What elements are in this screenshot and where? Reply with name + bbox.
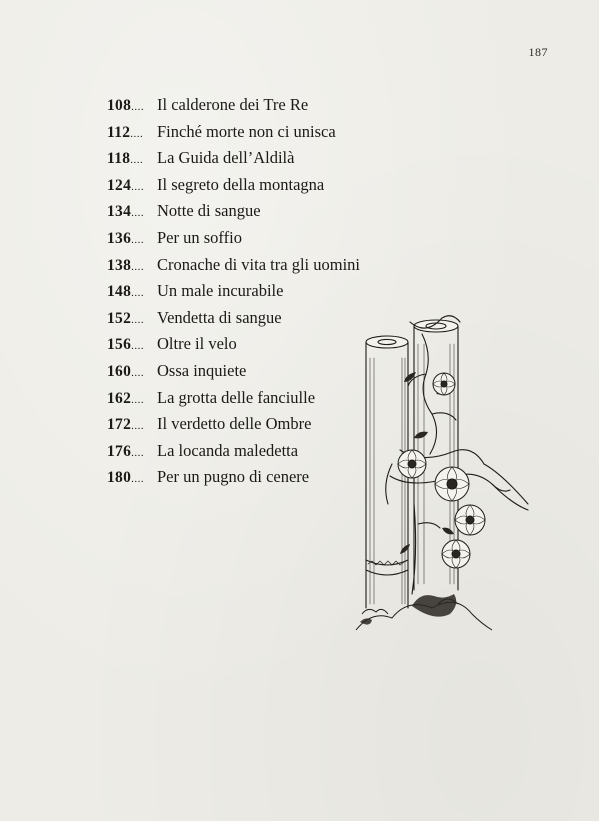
toc-title: Oltre il velo [157,334,237,354]
toc-title: La Guida dell’Aldilà [157,148,295,168]
toc-entry-15 [107,464,360,491]
toc-page-number: 134 [107,203,132,221]
toc-leader: .... [131,180,145,193]
toc-title: Ossa inquiete [157,360,247,380]
toc-entry-7 [107,252,360,279]
toc-leader: .... [131,420,145,433]
toc-title: Finché morte non ci unisca [157,121,336,141]
toc-page-number: 148 [107,283,132,301]
toc-entry-12 [107,385,360,412]
toc-entry-9 [107,305,360,332]
toc-page-number: 112 [107,123,131,141]
toc-title: Cronache di vita tra gli uomini [157,254,360,274]
toc-entry-4 [107,172,360,199]
toc-title: Il segreto della montagna [157,174,325,194]
toc-page-number: 108 [107,97,132,114]
toc-title: Per un soffio [157,227,242,247]
toc-entry-11 [107,358,360,385]
toc-entry-8 [107,278,360,305]
toc-leader: .... [131,473,145,486]
toc-leader: .... [131,101,145,113]
toc-entry-13 [107,411,360,438]
toc-leader: .... [131,287,145,300]
toc-page-number: 156 [107,336,132,354]
toc-page-number: 172 [107,416,132,434]
table-of-contents [107,92,360,491]
toc-leader: .... [131,207,145,220]
toc-leader: .... [131,366,145,379]
toc-title: Per un pugno di cenere [157,467,310,487]
toc-page-number: 160 [107,362,132,380]
toc-page-number: 180 [107,469,132,487]
toc-leader: .... [130,154,144,167]
toc-title: Notte di sangue [157,201,261,221]
toc-page-number: 136 [107,229,132,247]
toc-leader: .... [131,313,145,326]
toc-title: La locanda maledetta [157,440,299,460]
toc-page-number: 152 [107,309,132,327]
toc-title: Vendetta di sangue [157,307,282,327]
toc-title: Il calderone dei Tre Re [157,95,309,114]
toc-entry-1 [107,92,360,119]
toc-leader: .... [131,446,145,459]
page-number: 187 [528,45,548,59]
toc-leader: .... [131,340,145,353]
toc-page-number: 138 [107,256,132,274]
toc-leader: .... [130,127,144,140]
toc-page-number: 176 [107,442,132,460]
toc-entry-14 [107,438,360,465]
toc-leader: .... [131,260,145,273]
toc-entry-5 [107,198,360,225]
toc-title: Il verdetto delle Ombre [157,414,312,434]
toc-page-number: 124 [107,176,132,194]
toc-page-number: 118 [107,150,131,168]
toc-title: La grotta delle fanciulle [157,387,316,407]
toc-leader: .... [131,233,145,246]
toc-title: Un male incurabile [157,281,284,301]
toc-entry-6 [107,225,360,252]
toc-entry-10 [107,331,360,358]
scroll-columns-with-flowers-icon [352,314,530,636]
toc-page-number: 162 [107,389,132,407]
toc-entry-3 [107,145,360,172]
toc-leader: .... [131,393,145,406]
toc-entry-2 [107,119,360,146]
